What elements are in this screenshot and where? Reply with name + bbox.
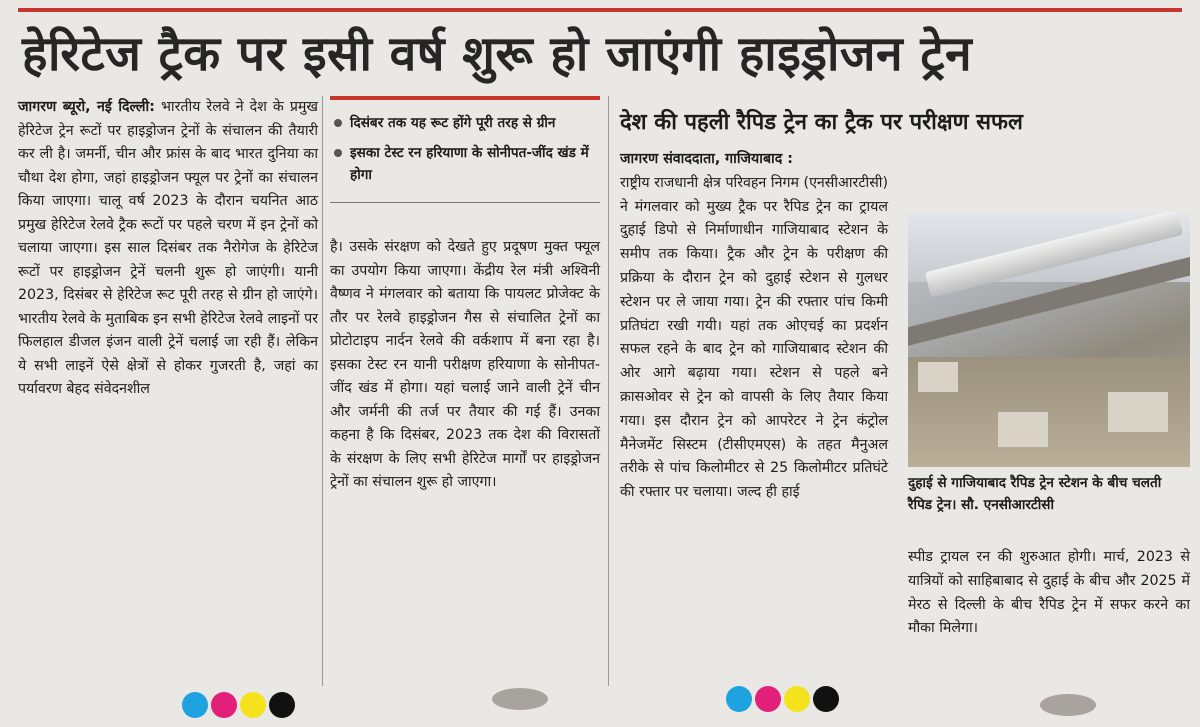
print-registration-dots (182, 692, 295, 718)
story2-dateline: जागरण संवाददाता, गाजियाबाद : (620, 151, 793, 167)
main-headline: हेरिटेज ट्रैक पर इसी वर्ष शुरू हो जाएंगी हाइड्रोजन ट्रेन (22, 26, 973, 82)
black-dot (813, 686, 839, 712)
column-divider (608, 96, 609, 686)
cyan-dot (726, 686, 752, 712)
highlight-text: इसका टेस्ट रन हरियाणा के सोनीपत-जींद खंड में होगा (350, 145, 589, 183)
story1-dateline: जागरण ब्यूरो, नई दिल्ली: (18, 99, 155, 115)
magenta-dot (211, 692, 237, 718)
story1-col1-text: भारतीय रेलवे ने देश के प्रमुख हेरिटेज ट्रेन रूटों पर हाइड्रोजन ट्रेनों के संचालन की तैयारी कर ली है। जमर्नी, चीन और फ्रांस के बाद भारत दुनिया का चौथा देश होगा, जहां हाइड्रोजन फ्यूल पर ट्रेनों का संचालन किया जाएगा। चालू वर्ष 2023 के दौरान चयनित आठ प्रमुख हेरिटेज रेलवे ट्रैक रूटों पर पहले चरण में इन ट्रेनों को चलाया जाएगा। इस साल दिसंबर तक नैरोगेज के हेरिटेज रूटों पर हाइड्रोजन ट्रेनें चलनी शुरू हो जाएंगी। यानी 2023, दिसंबर से हेरिटेज रूट पूरी तरह से ग्रीन हो जाएंगे। भारतीय रेलवे के मुताबिक इन सभी हेरिटेज रेलवे लाइनों पर फिलहाल डीजल इंजन वाली ट्रेनें चलाई जा रही हैं। लेकिन ये सभी लाइनें ऐसे क्षेत्रों से होकर गुजरती है, जहां का पर्यावरण बेहद संवेदनशील (18, 99, 318, 397)
registration-mark (492, 688, 548, 710)
yellow-dot (784, 686, 810, 712)
magenta-dot (755, 686, 781, 712)
highlight-item (334, 112, 596, 134)
rapid-train-photo (908, 212, 1190, 467)
yellow-dot (240, 692, 266, 718)
registration-mark (1040, 694, 1096, 716)
story1-column-2: है। उसके संरक्षण को देखते हुए प्रदूषण मुक्त फ्यूल का उपयोग किया जाएगा। केंद्रीय रेल मंत्री अश्विनी वैष्णव ने मंगलवार को बताया कि पायलट प्रोजेक्ट के तौर पर रेलवे हाइड्रोजन गैस से संचालित ट्रेनों का प्रोटोटाइप नार्दन रेलवे की वर्कशाप में बना रहा है। इसका टेस्ट रन यानी परीक्षण हरियाणा के सोनीपत-जींद खंड में होगा। यहां चलाई जाने वाली ट्रेनें चीन और जर्मनी की तर्ज पर तैयार की गई हैं। उनका कहना है कि दिसंबर, 2023 तक देश की विरासतों के संरक्षण के लिए सभी हेरिटेज मार्गों पर हाइड्रोजन ट्रेनों का संचालन शुरू हो जाएगा। (330, 239, 600, 490)
photo-caption: दुहाई से गाजियाबाद रैपिड ट्रेन स्टेशन के बीच चलती रैपिड ट्रेन। सौ. एनसीआरटीसी (908, 475, 1162, 513)
top-red-rule (18, 8, 1182, 12)
highlights-bottom-rule (330, 202, 600, 203)
bullet-dot-icon (334, 119, 342, 127)
highlights-box (330, 96, 600, 203)
print-registration-dots (726, 686, 839, 712)
bullet-dot-icon (334, 149, 342, 157)
story2-column-2: स्पीड ट्रायल रन की शुरुआत होगी। मार्च, 2023 से यात्रियों को साहिबाबाद से दुहाई के बीच और 2025 में मेरठ से दिल्ली के बीच रैपिड ट्रेन में सफर करने का मौका मिलेगा। (908, 549, 1190, 637)
highlight-item (334, 142, 596, 186)
story2-col1-text: राष्ट्रीय राजधानी क्षेत्र परिवहन निगम (एनसीआरटीसी) ने मंगलवार को मुख्य ट्रैक पर रैपिड ट्रेन का ट्रायल दुहाई डिपो से निर्माणाधीन गाजियाबाद स्टेशन के समीप तक किया। ट्रैक और ट्रेन के परीक्षण की प्रक्रिया के दौरान ट्रेन को दुहाई स्टेशन से गुलधर स्टेशन पर ले जाया गया। ट्रेन की रफ्तार पांच किमी प्रतिघंटा रखी गयी। यहां तक ओएचई का प्रदर्शन सफल रहने के बाद ट्रेन को गाजियाबाद स्टेशन की ओर आगे बढ़ाया गया। स्टेशन से पहले बने क्रासओवर से ट्रेन को वापसी के लिए तैयार किया गया। इस दौरान ट्रेन को आपरेटर ने ट्रेन कंट्रोल मैनेजमेंट सिस्टम (टीसीएमएस) के तहत मैनुअल तरीके से पांच किलोमीटर से 25 किलोमीटर प्रतिघंटे की रफ्तार पर चलाया। जल्द ही हाई (620, 174, 888, 501)
story1-column-1 (18, 96, 318, 402)
story2-headline: देश की पहली रैपिड ट्रेन का ट्रैक पर परीक्षण सफल (620, 110, 1023, 135)
highlight-text: दिसंबर तक यह रूट होंगे पूरी तरह से ग्रीन (350, 115, 556, 131)
cyan-dot (182, 692, 208, 718)
black-dot (269, 692, 295, 718)
column-divider (322, 96, 323, 686)
story2-column-1 (620, 148, 888, 505)
